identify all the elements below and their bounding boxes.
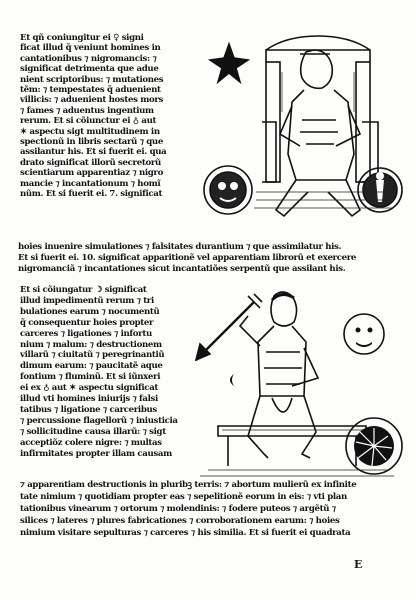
text-line: ⁊ apparentiam destructionis in pluribꝫ terris: ⁊ abortum mulierũ ex infinite	[20, 480, 357, 490]
text-line: drato significat illorũ secretorũ	[20, 157, 161, 168]
text-line: carceres ⁊ ligationes ⁊ infortu	[20, 328, 152, 339]
text-line: dimum earum: ⁊ paucitatẽ aque	[20, 361, 163, 372]
text-line: ⁊ sollicitudine causa illarũ: ⁊ sigt̃	[20, 426, 166, 437]
text-line: villicis: ⁊ aduenient hostes mors	[20, 95, 164, 106]
text-line: illud impedimentũ rerum ⁊ tri	[20, 295, 154, 306]
text-line: nient scriptoribus: ⁊ mutationes	[20, 74, 164, 85]
text-line: scientiarum apparentiaz ⁊ nigro	[20, 168, 163, 179]
text-line: significat detrimenta que adue	[20, 64, 159, 75]
text-line: nũm. Et si fuerit ei. 7. significat	[20, 189, 163, 199]
text-line: bulationes earum ⁊ nocumentũ	[20, 306, 160, 317]
text-line: nimium visitare sepulturas ⁊ carceres ⁊ his similia. Et si fuerit ei quadrata	[20, 528, 351, 539]
text-line: hoies inuenire simulationes ⁊ falsitates durantium ⁊ que assimilatur his.	[18, 242, 342, 252]
text-line: nigromanciã ⁊ incantationes sicut incantatiões serpentũ que assilant his.	[18, 263, 346, 274]
text-line: silices ⁊ lateres ⁊ plures fabricationes ⁊ corroborationem earum: ⁊ hoies	[20, 516, 340, 527]
text-line: Et si fuerit ei. 10. significat apparitionẽ vel apparentiam librorũ et exercere	[18, 252, 357, 263]
text-line: mancie ⁊ incantationum ⁊ homĩ	[20, 178, 161, 189]
text-line: cantationibus ⁊ nigromancis: ⁊	[20, 53, 157, 64]
text-line: q̃ consequentur hoies propter	[20, 317, 154, 328]
text-line: ficat illud q̃ veniunt homines in	[20, 43, 161, 54]
text-line: nium ⁊ malum: ⁊ destructionem	[20, 339, 162, 350]
text-line: villarũ ⁊ ciuitatũ ⁊ peregrinantiũ	[20, 350, 165, 361]
text-line: ⁊ fames ⁊ aduentus ingentium	[20, 105, 154, 116]
text-line: assilantur his. Et si fuerit ei. qua	[20, 147, 167, 158]
text-line: rerum. Et si cõiunctur ei ♁ aut	[20, 116, 157, 127]
text-line: infirmitates propter illam causam	[20, 448, 172, 459]
text-line: tationibus vinearum ⁊ ortorum ⁊ molendinis: ⁊ fodere puteos ⁊ argẽtũ ⁊	[20, 504, 336, 515]
text-line: illud vti homines iniurijs ⁊ falsi	[20, 394, 158, 404]
woodcut-arrow-figure	[188, 286, 410, 482]
text-line: tatibus ⁊ ligatione ⁊ carceribus	[20, 404, 157, 415]
woodcut-throne-figure	[196, 32, 406, 230]
text-line: acceptiõz colere nigre: ⁊ multas	[20, 437, 162, 448]
signature-mark: E	[354, 558, 363, 571]
text-line: Et si cõiungatur ☽ significat	[20, 285, 147, 295]
text-line: ei ex ♁ aut ✶ aspectu significat	[20, 383, 159, 394]
text-line: Et qñ coniungitur ei ♀ signi	[20, 33, 144, 43]
text-line: ✶ aspectu sigt̃ multitudinem in	[20, 126, 160, 137]
text-line: spectionũ in libris sectarũ ⁊ que	[20, 137, 163, 147]
text-line: tate nimium ⁊ quotidiam propter eas ⁊ sepelitionẽ eorum in eis: ⁊ vti plan	[20, 492, 347, 503]
text-line: tẽm: ⁊ tempestates q̃ aduenient	[20, 85, 161, 95]
text-line: ⁊ percussione flagellorũ ⁊ iniusticia	[20, 415, 178, 426]
text-line: fontium ⁊ fluminũ. Et si iũnxeri	[20, 372, 161, 383]
